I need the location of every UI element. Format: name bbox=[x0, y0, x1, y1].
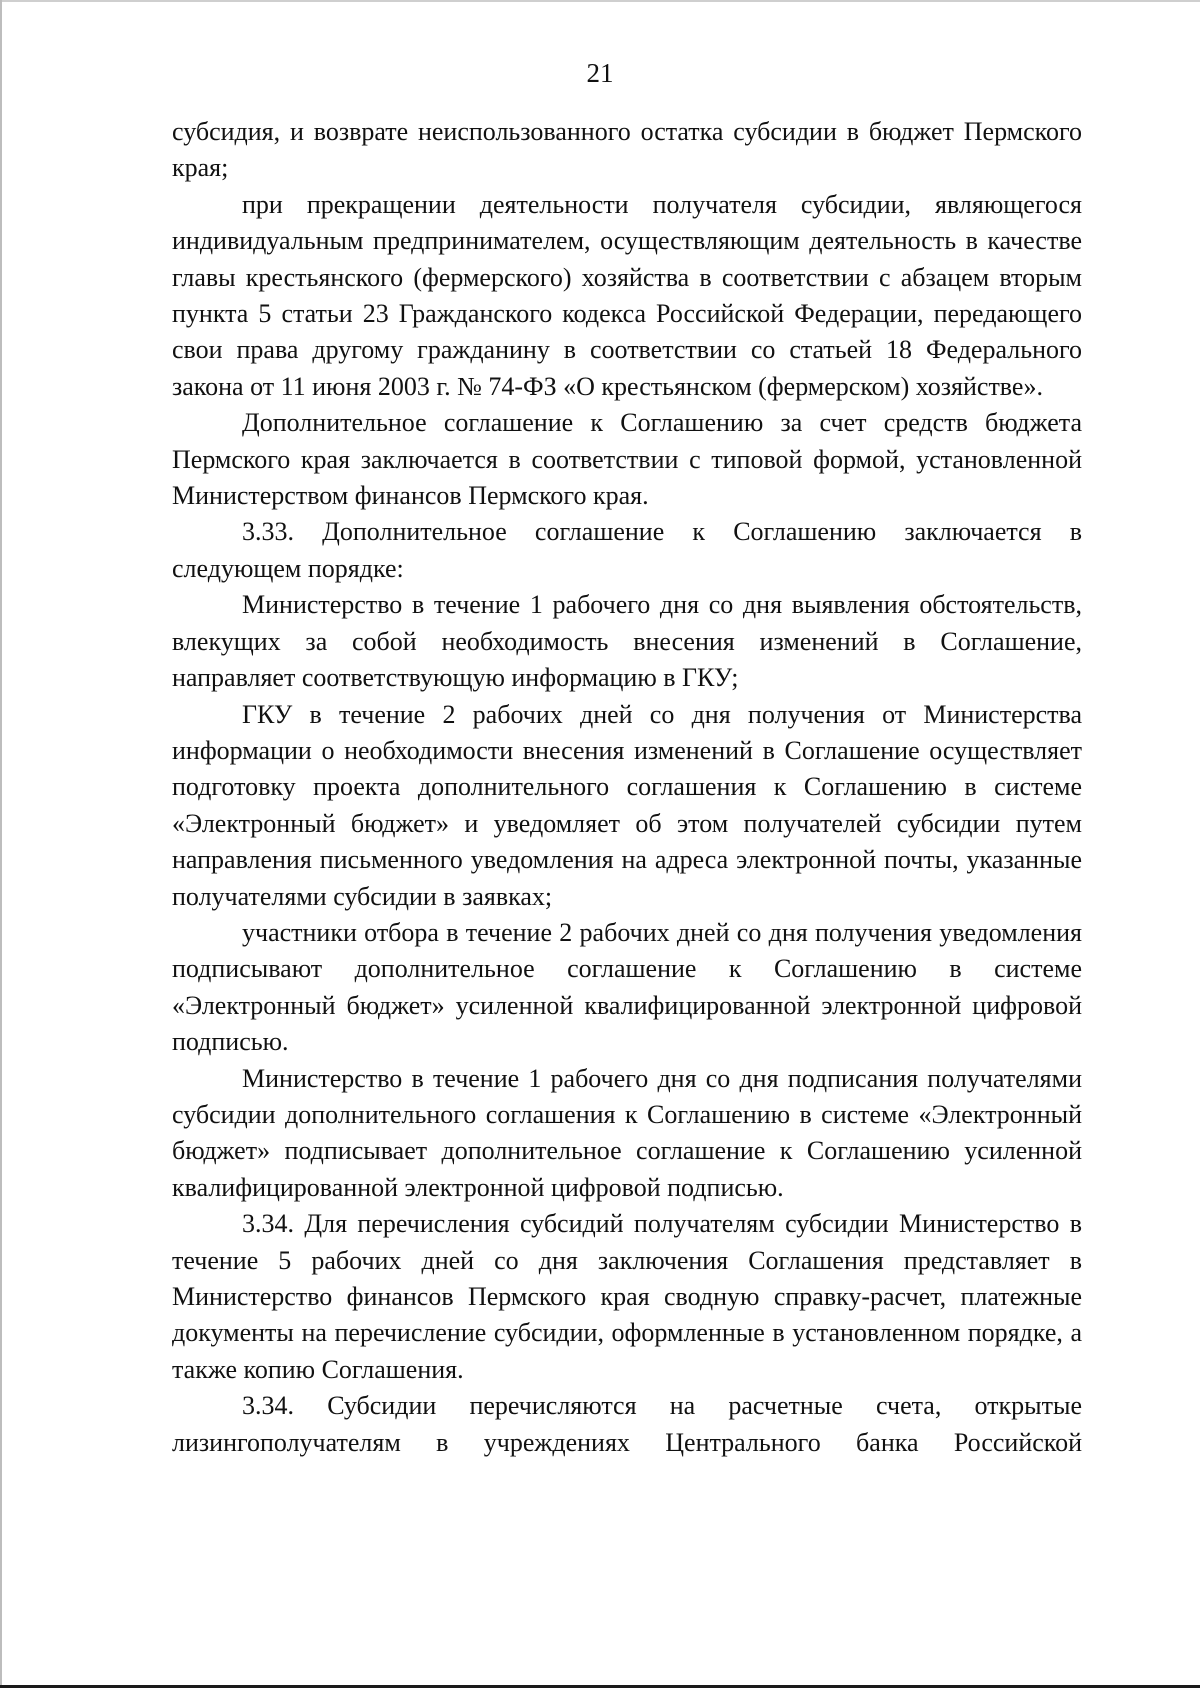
paragraph-number: 3.34. bbox=[242, 1209, 294, 1239]
paragraph-text: ГКУ в течение 2 рабочих дней со дня получения от Министерства информации о необходимости внесения изменений в Соглашение осуществляет подготовку проекта дополнительного соглашения к Соглашению в системе «Электронный бюджет» и уведомляет об этом получателей субсидии путем направления письменного уведомления на адреса электронной почты, указанные получателями субсидии в заявках; bbox=[172, 699, 1082, 911]
paragraph-gku-step bbox=[172, 697, 1082, 915]
scan-edge-top bbox=[0, 0, 1200, 2]
paragraph-number: 3.34. bbox=[242, 1391, 294, 1421]
page-number: 21 bbox=[586, 58, 614, 88]
paragraph-text: субсидия, и возврате неиспользованного остатка субсидии в бюджет Пермского края; bbox=[172, 117, 1082, 183]
paragraph-ministry-step bbox=[172, 587, 1082, 696]
paragraph-3-34-transfer bbox=[172, 1206, 1082, 1388]
paragraph-3-34-accounts bbox=[172, 1388, 1082, 1461]
paragraph-number: 3.33. bbox=[242, 517, 294, 547]
paragraph-text: Субсидии перечисляются на расчетные счета, открытые лизингополучателям в учреждениях Центрального банка Российской bbox=[172, 1391, 1082, 1457]
scan-edge-left bbox=[0, 0, 2, 1688]
paragraph-text: Для перечисления субсидий получателям субсидии Министерство в течение 5 рабочих дней со дня заключения Соглашения представляет в Министерство финансов Пермского края сводную справку-расчет, платежные документы на перечисление субсидии, оформленные в установленном порядке, а также копию Соглашения. bbox=[172, 1209, 1082, 1384]
paragraph-additional-agreement-form bbox=[172, 405, 1082, 514]
paragraph-termination-clause bbox=[172, 187, 1082, 405]
paragraph-text: Министерство в течение 1 рабочего дня со дня подписания получателями субсидии дополнительного соглашения к Соглашению в системе «Электронный бюджет» подписывает дополнительное соглашение к Соглашению усиленной квалифицированной электронной цифровой подписью. bbox=[172, 1063, 1082, 1202]
document-body bbox=[172, 114, 1082, 1461]
paragraph-text: Дополнительное соглашение к Соглашению заключается в следующем порядке: bbox=[172, 517, 1082, 583]
paragraph-text: участники отбора в течение 2 рабочих дней со дня получения уведомления подписывают дополнительное соглашение к Соглашению в системе «Электронный бюджет» усиленной квалифицированной электронной цифровой подписью. bbox=[172, 917, 1082, 1057]
paragraph-3-33 bbox=[172, 514, 1082, 587]
paragraph-continuation bbox=[172, 114, 1082, 187]
paragraph-participants-step bbox=[172, 915, 1082, 1061]
paragraph-text: при прекращении деятельности получателя субсидии, являющегося индивидуальным предпринимателем, осуществляющим деятельность в качестве главы крестьянского (фермерского) хозяйства в соответствии с абзацем вторым пункта 5 статьи 23 Гражданского кодекса Российской Федерации, передающего свои права другому гражданину в соответствии со статьей 18 Федерального закона от 11 июня 2003 г. № 74-ФЗ «О крестьянском (фермерском) хозяйстве». bbox=[172, 189, 1082, 401]
paragraph-text: Дополнительное соглашение к Соглашению за счет средств бюджета Пермского края заключается в соответствии с типовой формой, установленной Министерством финансов Пермского края. bbox=[172, 408, 1082, 511]
paragraph-text: Министерство в течение 1 рабочего дня со дня выявления обстоятельств, влекущих за собой необходимость внесения изменений в Соглашение, направляет соответствующую информацию в ГКУ; bbox=[172, 590, 1082, 693]
paragraph-ministry-signing-step bbox=[172, 1061, 1082, 1207]
